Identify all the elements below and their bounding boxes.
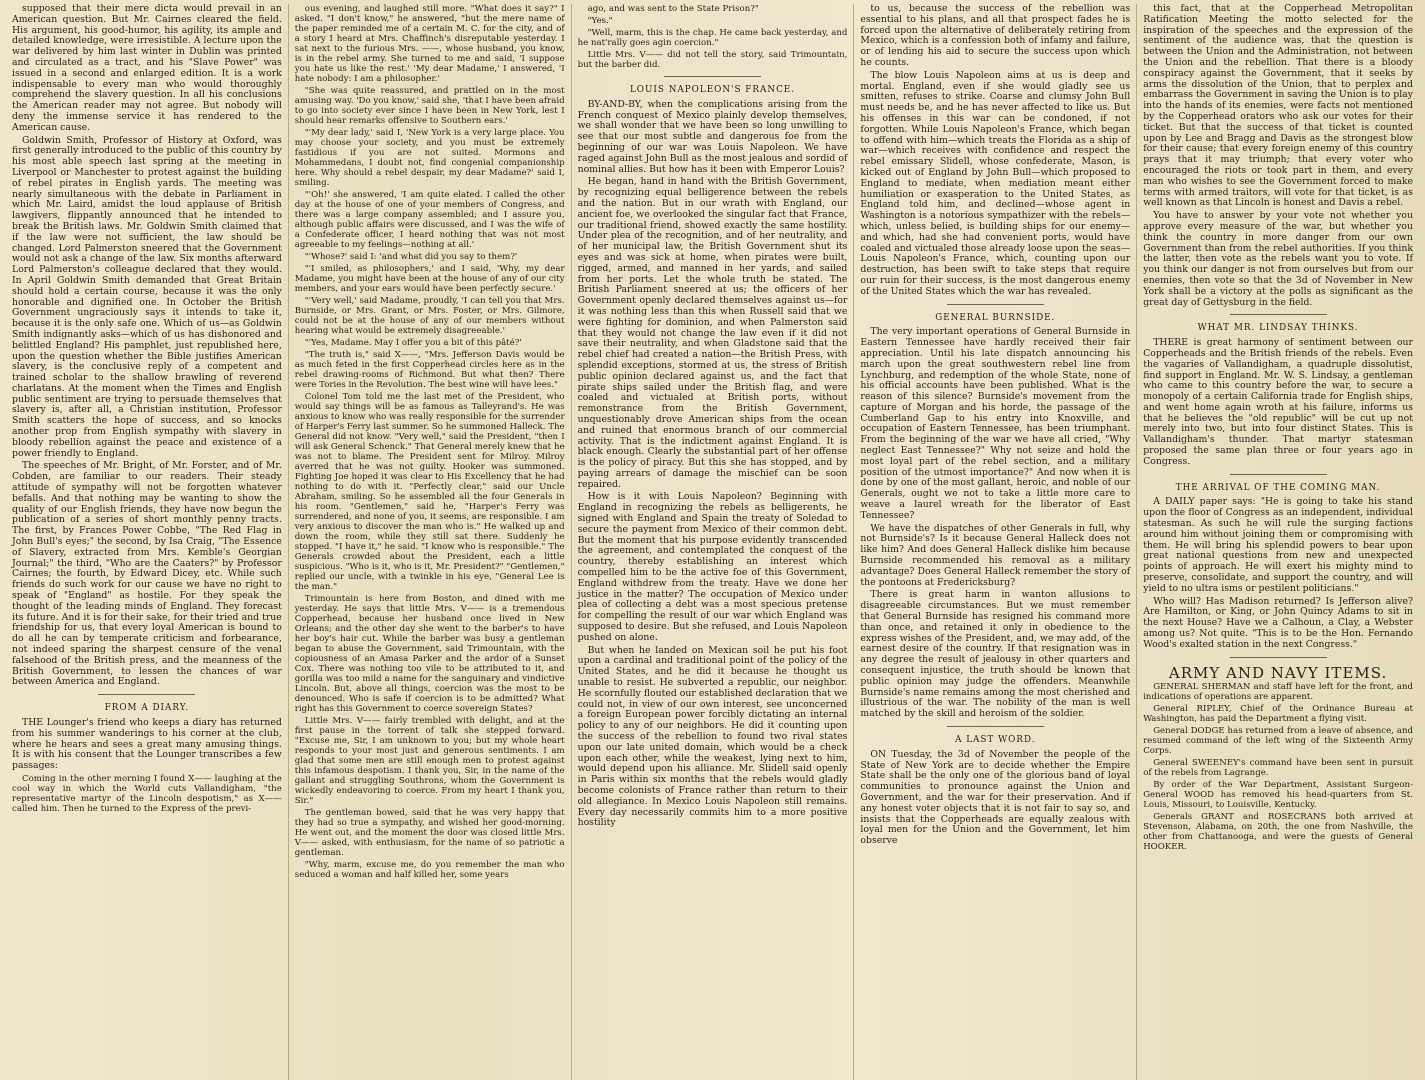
section-heading: THE ARRIVAL OF THE COMING MAN. — [1175, 482, 1381, 493]
paragraph: to us, because the success of the rebellion was essential to his plans, and all that prospect fades he is forced upon the alternative of deliberately retiring from Mexico, which is a confession both of infamy and failure, or of lending his aid to secure the success upon which he counts. — [860, 4, 1131, 68]
small-paragraph: Little Mrs. V—— did not tell the story, said Trimountain, but the barber did. — [577, 50, 848, 70]
small-paragraph: "Yes." — [587, 16, 613, 26]
small-paragraph: Coming in the other morning I found X—— laughing at the cool way in which the World cuts Vallandigham, "the representative martyr of the Lincoln despotism," as X—— called him. Then he turned to the Express of the previ- — [12, 773, 282, 814]
paragraph: THE Lounger's friend who keeps a diary has returned from his summer wanderings to his corner at the club, where he hears and sees a great many amusing things. It is with his consent that the Lounger transcribes a few passages: — [12, 717, 282, 772]
section-heading: LOUIS NAPOLEON'S FRANCE. — [629, 85, 796, 95]
column-2 — [289, 4, 572, 1080]
small-paragraph: By order of the War Department, Assistant Surgeon-General WOOD has removed his head-quarters from St. Louis, Missouri, to Louisville, Kentucky. — [1143, 780, 1413, 811]
small-paragraph: "The truth is," said X——, "Mrs. Jefferson Davis would be as much feted in the first Copperhead circles here as in the rebel drawing-rooms of Richmond. But what then? There were Tories in the Revolution. The best wine will have lees." — [294, 350, 565, 390]
small-paragraph: "'Whose?' said I: 'and what did you say to them?' — [304, 252, 518, 262]
section-heading: GENERAL BURNSIDE. — [935, 312, 1056, 323]
small-paragraph: Generals GRANT and ROSECRANS both arrived at Stevenson, Alabama, on 20th, the one from Nashville, the other from Chattanooga, and were the guests of General HOOKER. — [1143, 812, 1413, 853]
paragraph: Who will? Has Madison returned? Is Jefferson alive? Are Hamilton, or King, or John Quincy Adams to sit in the next House? Have we a Calhoun, a Clay, a Webster among us? Not quite. "This is to be the Hon. Fernando Wood's exalted station in the next Congress." — [1143, 595, 1413, 650]
section-heading: WHAT MR. LINDSAY THINKS. — [1197, 323, 1359, 334]
column-5 — [1137, 4, 1419, 1080]
paragraph: There is great harm in wanton allusions to disagreeable circumstances. But we must remember that General Burnside has resigned his command more than once, and retained it only in obedience to the express wishes of the President, and, we may add, of the earnest desire of the country. If that resignation was in any degree the result of jealousy in other quarters and consequent injustice, the truth should be known that public opinion may judge the offenders. Meanwhile Burnside's name remains among the most cherished and illustrious of the war. The nobility of the man is well matched by the skill and heroism of the soldier. — [860, 589, 1131, 720]
small-paragraph: "'Very well,' said Madame, proudly, 'I can tell you that Mrs. Burnside, or Mrs. Grant, or Mrs. Foster, or Mrs. Gilmore, could not be at the house of any of our members without hearing what would be extremely disagreeable.' — [294, 296, 565, 336]
paragraph: The very important operations of General Burnside in Eastern Tennessee have hardly received their fair appreciation. Until his late dispatch announcing his march upon the great southwestern rebel line from Lynchburg, and redemption of the whole State, none of his official accounts have been published. What is the reason of this silence? Burnside's movement from the capture of Morgan and his horde, the passage of the Cumberland Gap to his entry into Knoxville, and occupation of Eastern Tennessee, has been triumphant. From the beginning of the war we have all cried, "Why neglect East Tennessee?" Why not seize and hold the most loyal part of the rebel section, and a military position of the utmost importance?" And now when it is done by one of the most gallant, heroic, and noble of our Generals, ought we not to take a little more care to weave a laurel wreath for the liberator of East Tennessee? — [860, 326, 1131, 521]
small-paragraph: "'Yes, Madame. May I offer you a bit of this pâté?' — [304, 338, 522, 348]
small-paragraph: The gentleman bowed, said that he was very happy that they had so true a sympathy, and wished her good-morning. He went out, and the moment the door was closed little Mrs. V—— asked, with enthusiasm, for the name of so patriotic a gentleman. — [294, 808, 565, 858]
small-paragraph: GENERAL SHERMAN and staff have left for the front, and indications of operations are apparent. — [1143, 682, 1413, 703]
small-paragraph: "'My dear lady,' said I, 'New York is a very large place. You may choose your society, and you must be extremely fastidious if you are not suited. Mormons and Mohammedans, I doubt not, find congenial companionship here. Why should a rebel despair, my dear Madame?' said I, smiling. — [294, 128, 565, 188]
small-paragraph: Colonel Tom told me the last met of the President, who would say things will be as famous as Talleyrand's. He was anxious to know who was really responsible for the surrender of Harper's Ferry last summer. So he summoned Halleck. The General did not know. "Very well," said the President, "then I will ask General Schenck." That General merely knew that he was not to blame. The President sent for Milroy. Milroy averred that he was not guilty. Hooker was summoned. Fighting Joe hoped it was clear to His Excellency that he had nothing to do with it. "Perfectly clear," said our Uncle Abraham, smiling. So he assembled all the four Generals in his room. "Gentlemen," said he, "Harper's Ferry was surrendered, and none of you, it seems, are responsible. I am very anxious to discover the man who is." He walked up and down the room, while they still sat there. Suddenly he stopped. "I have it," he said. "I know who is responsible." The Generals crowded about the President, each a little suspicious. "Who is it, who is it, Mr. President?" "Gentlemen," replied our uncle, with a twinkle in his eye, "General Lee is the man." — [294, 392, 565, 592]
small-paragraph: "'I smiled, as philosophers,' and I said, 'Why, my dear Madame, you might have been at the house of any of our city members, and your ears would have been perfectly secure.' — [294, 264, 565, 294]
small-paragraph: General RIPLEY, Chief of the Ordnance Bureau at Washington, has paid the Department a flying visit. — [1143, 704, 1413, 725]
small-paragraph: ago, and was sent to the State Prison?" — [587, 4, 759, 14]
small-paragraph: General DODGE has returned from a leave of absence, and resumed command of the left wing of the Sixteenth Army Corps. — [1143, 726, 1413, 757]
section-divider — [947, 304, 1044, 305]
paragraph: BY-AND-BY, when the complications arising from the French conquest of Mexico plainly develop themselves, we shall wonder that we have been so long unwilling to see that our most subtle and dangerous foe from the beginning of our war was Louis Napoleon. We have raged against John Bull as the most jealous and sordid of nominal allies. But how has it been with Emperor Louis? — [577, 98, 848, 175]
paragraph: You have to answer by your vote not whether you approve every measure of the war, but whether you think the country in more danger from our own Government than from the rebel authorities. If you think the latter, then vote as the rebels want you to vote. If you think our danger is not from ourselves but from our enemies, then vote so that the 3d of November in New York shall be a victory at the polls as significant as the great day of Gettysburg in the field. — [1143, 210, 1413, 308]
section-divider — [1230, 474, 1327, 475]
paragraph: We have the dispatches of other Generals in full, why not Burnside's? Is it because General Halleck does not like him? And does General Halleck dislike him because Burnside recommended his removal as a military advantage? Does General Halleck remember the story of the pontoons at Fredericksburg? — [860, 522, 1131, 588]
section-divider — [947, 726, 1044, 727]
small-paragraph: General SWEENEY's command have been sent in pursuit of the rebels from Lagrange. — [1143, 758, 1413, 779]
paragraph: The speeches of Mr. Bright, of Mr. Forster, and of Mr. Cobden, are familiar to our readers. Their steady attitude of sympathy will not be forgotten whatever befalls. And that nothing may be wanting to show the quality of our English friends, they have now begun the publication of a series of short monthly penny tracts. The first, by Frances Power Cobbe, "The Red Flag in John Bull's eyes;" the second, by Isa Craig, "The Essence of Slavery, extracted from Mrs. Kemble's Georgian Journal;" the third, "Who are the Caaters?" by Professor Cairnes; the fourth, by Edward Dicey, etc. While such friends do such work for our cause we have no right to speak of "England" as hostile. For they speak the thought of the leading minds of England. They forecast its future. And it is for their sake, for their tried and true friendship for us, that every loyal American is bound to do all he can by temperate criticism and forbearance, not indeed sparing the sharpest censure of the venal falsehood of the British press, and the meanness of the British Government, to lessen the chances of war between America and England. — [12, 460, 282, 688]
small-paragraph: ous evening, and laughed still more. "What does it say?" I asked. "I don't know," he answered, "but the mere name of the paper reminded me of a certain M. C. for the city, and of a story I heard at Mrs. Chaffinch's disreputable yesterday. I sat next to the furious Mrs. ——, whose husband, you know, is in the rebel army. She turned to me and said, 'I suppose you hate us like the rest.' 'My dear Madame,' I answered, 'I hate nobody: I am a philosopher.' — [294, 4, 565, 84]
column-4 — [854, 4, 1137, 1080]
paragraph: But when he landed on Mexican soil he put his foot upon a cardinal and traditional point of the policy of the United States, and he did it because he thought us unable to resist. He subverted a republic, our neighbor. He scornfully flouted our established declaration that we could not, in view of our own interest, see unconcerned a foreign European power forcibly dictating an internal policy to any of our neighbors. He did it counting upon the success of the rebellion to found two rival states upon our late united domain, which would be a check upon each other, while the weakest, lying next to him, would depend upon his alliance. Mr. Slidell said openly in Paris within six months that the rebels would gladly become colonists of France rather than return to their old allegiance. In Mexico Louis Napoleon still remains. Every day necessarily commits him to a more positive hostility — [577, 644, 848, 829]
section-heading: ARMY AND NAVY ITEMS. — [1168, 663, 1388, 682]
column-1 — [6, 4, 289, 1080]
small-paragraph: Trimountain is here from Boston, and dined with me yesterday. He says that little Mrs. V—— is a tremendous Copperhead, because her husband once lived in New Orleans; and the other day she went to the barber's to have her boy's hair cut. While the barber was busy a gentleman began to abuse the Government, said Trimountain, with the copiousness of an Amasa Parker and the ardor of a Sunset Cox. There was nothing too vile to be attributed to it, and gorilla was too mild a name for the sanguinary and vindictive Lincoln. But, above all things, coercion was the most to be denounced. Who is safe if coercion is to be admitted? What right has this Government to coerce sovereign States? — [294, 594, 565, 714]
section-heading: FROM A DIARY. — [104, 703, 190, 714]
small-paragraph: "She was quite reassured, and prattled on in the most amusing way. 'Do you know,' said she, 'that I have been afraid to go into society ever since I have been in New York, lest I should hear remarks offensive to Southern ears.' — [294, 86, 565, 126]
section-divider — [1230, 314, 1327, 315]
small-paragraph: Little Mrs. V—— fairly trembled with delight, and at the first pause in the torrent of talk she stepped forward. "Excuse me, Sir, I am unknown to you; but my whole heart responds to your most just and generous sentiments. I am glad that some men are still enough men to protest against this infamous despotism. I thank you, Sir, in the name of the gallant and struggling Southrons, whom the Government is wickedly endeavoring to coerce. From my heart I thank you, Sir." — [294, 716, 565, 806]
section-divider — [664, 76, 761, 77]
column-3 — [572, 4, 855, 1080]
paragraph: A DAILY paper says: "He is going to take his stand upon the floor of Congress as an independent, individual statesman. As such he will rule the surging factions around him without joining them or compromising with them. He will bring his splendid powers to bear upon great national questions from new and unexpected points of approach. He will exert his mighty mind to preserve, consolidate, and support the country, and will yield to no ultra isms or pestilent politicians." — [1143, 496, 1413, 594]
paragraph: The blow Louis Napoleon aims at us is deep and mortal. England, even if she would gladly see us smitten, refuses to strike. Coarse and clumsy John Bull must needs be, and he has never affected to like us. But his offenses in this war can be condoned, if not forgotten. While Louis Napoleon's France, which began to offend with him—which treats the Florida as a ship of war—which receives with confidence and respect the rebel emissary Slidell, whose confederate, Mason, is kicked out of England by John Bull—which proposed to England to mediate, when mediation meant either humiliation or exasperation to the United States, as England told him, and declined—whose agent in Washington is a notorious sympathizer with the rebels—which, unless belied, is building ships for our enemy—and which, had she had convenient ports, would have coaled and victualed those already loose upon the seas—Louis Napoleon's France, which, counting upon our destruction, has been swift to take steps that require our ruin for their success, is the most dangerous enemy of the United States which the war has revealed. — [860, 69, 1131, 297]
section-heading: A LAST WORD. — [955, 735, 1036, 745]
small-paragraph: "Well, marm, this is the chap. He came back yesterday, and he nat'rally goes agin coercion." — [577, 28, 848, 48]
paragraph: He began, hand in hand with the British Government, by recognizing equal belligerence between the rebels and the nation. But in our wrath with England, our ancient foe, we overlooked the singular fact that France, our traditional friend, showed exactly the same hostility. Under plea of the recognition, and of her neutrality, and of her municipal law, the British Government shut its eyes and was sick at home, when pirates were built, rigged, armed, and manned in her yards, and sailed from her ports. Let the whole truth be stated. The British Parliament sneered at us; the officers of her Government openly declared themselves against us—for it was nothing less than this when Russell said that we were fighting for dominion, and when Palmerston said that they would not change the law even if it did not save their neutrality, and when Gladstone said that the rebel chief had created a nation—the British Press, with splendid exceptions, stormed at us, the stress of British public opinion declared against us, and the fact that pirate ships sailed under the British flag, and were coaled and victualed at British ports, without remonstrance from the British Government, unquestionably drove American ships from the ocean and ruined that enormous branch of our commercial activity. That is the indictment against England. It is black enough. Clearly the substantial part of her offense is the policy of piracy. But this she has stopped, and by paying arrears of damage the mischief can be soon repaired. — [577, 176, 848, 490]
section-divider — [98, 694, 195, 695]
small-paragraph: "'Oh!' she answered, 'I am quite elated. I called the other day at the house of one of your members of Congress, and there was a large company assembled; and I assure you, although public affairs were discussed, and I was the wife of a Confederate officer, I heard nothing that was not most agreeable to my feelings—nothing at all.' — [294, 190, 565, 250]
section-divider — [1230, 657, 1327, 658]
paragraph: ON Tuesday, the 3d of November the people of the State of New York are to decide whether the Empire State shall be the only one of the glorious band of loyal communities to pronounce against the Union and Government, and the war for their preservation. And if any honest voter objects that it is not fair to say so, and insists that the Copperheads are equally zealous with loyal men for the Union and the Government, let him observe — [860, 748, 1131, 847]
paragraph: Goldwin Smith, Professor of History at Oxford, was first generally introduced to the public of this country by his most able speech last spring at the meeting in Liverpool or Manchester to protest against the building of rebel pirates in English yards. The meeting was nearly simultaneous with the debate in Parliament in which Mr. Laird, amidst the loud applause of British lawgivers, flippantly announced that he intended to break the British laws. Mr. Goldwin Smith claimed that if the law were not sufficient, the law should be changed. Lord Palmerston sneered that the Government would not ask a change of the law. Six months afterward Lord Palmerston's colleague declared that they would. In April Goldwin Smith demanded that Great Britain should hold a certain course, because it was the only honorable and dignified one. In October the British Government ungraciously says it intends to take it, because it is the only safe one. Which of us—as Goldwin Smith indignantly asks—which of us has dishonored and belittled England? His pamphlet, just republished here, upon the question whether the Bible justifies American slavery, is the conclusive reply of a competent and trained scholar to the shallow brawling of reverend charlatans. At the moment when the Times and English public sentiment are trying to persuade themselves that slavery is, after all, a Christian institution, Professor Smith scatters the hope of success, and so knocks another prop from English sympathy with slavery in bloody rebellion against the peace and existence of a power friendly to England. — [12, 134, 282, 459]
paragraph: How is it with Louis Napoleon? Beginning with England in recognizing the rebels as belligerents, he signed with England and Spain the treaty of Soledad to secure the payment from Mexico of their common debt. But the moment that his purpose evidently transcended the agreement, and contemplated the conquest of the country, thereby establishing an interest which compelled him to be the active foe of this Government, England withdrew from the treaty. Have we done her justice in the matter? The occupation of Mexico under plea of collecting a debt was a most specious pretense for compelling the result of our war which England was supposed to desire. But she refused, and Louis Napoleon pushed on alone. — [577, 491, 848, 643]
paragraph: this fact, that at the Copperhead Metropolitan Ratification Meeting the motto selected for the inspiration of the speeches and the expression of the sentiment of the audience was, that the question is between the Union and the Administration, not between the Union and the rebellion. That there is a bloody conspiracy against the Government, that it seeks by arms the dissolution of the Union, that to perplex and embarrass the Government in saving the Union is to play into the hands of its enemies, were facts not mentioned by the Copperhead orators who ask our votes for their ticket. But that the success of that ticket is counted upon by Lee and Bragg and Davis as the strongest blow for their cause; that every foreign enemy of this country prays that it may triumph; that every voter who encouraged the riots or took part in them, and every man who wishes to see the Government forced to make terms with armed traitors, will vote for that ticket, is as well known as that Lincoln is honest and Davis a rebel. — [1143, 4, 1413, 209]
paragraph: THERE is great harmony of sentiment between our Copperheads and the British friends of the rebels. Even the vagaries of Vallandigham, a quadruple dissolutist, find support in England. Mr. W. S. Lindsay, a gentleman who came to this country before the war, to secure a monopoly of a certain California trade for English ships, and went home again wroth at his failure, informs us that he believes the "old republic" will be cut up not merely into two, but into four distinct States. This is Vallandigham's thunder. That martyr statesman proposed the same plan three or four years ago in Congress. — [1143, 337, 1413, 467]
small-paragraph: "Why, marm, excuse me, do you remember the man who seduced a woman and half killed her, some years — [294, 860, 565, 880]
paragraph: supposed that their mere dicta would prevail in an American question. But Mr. Cairnes cleared the field. His argument, his good-humor, his agility, its ample and detailed knowledge, were irresistible. A lecture upon the war delivered by him last winter in Dublin was printed and circulated as a tract, and his "Slave Power" was issued in a second and enlarged edition. It is a work indispensable to every man who would thoroughly comprehend the slavery question. In all his conclusions the American reader may not agree. But nobody will deny the immense service it has rendered to the American cause. — [12, 4, 282, 133]
